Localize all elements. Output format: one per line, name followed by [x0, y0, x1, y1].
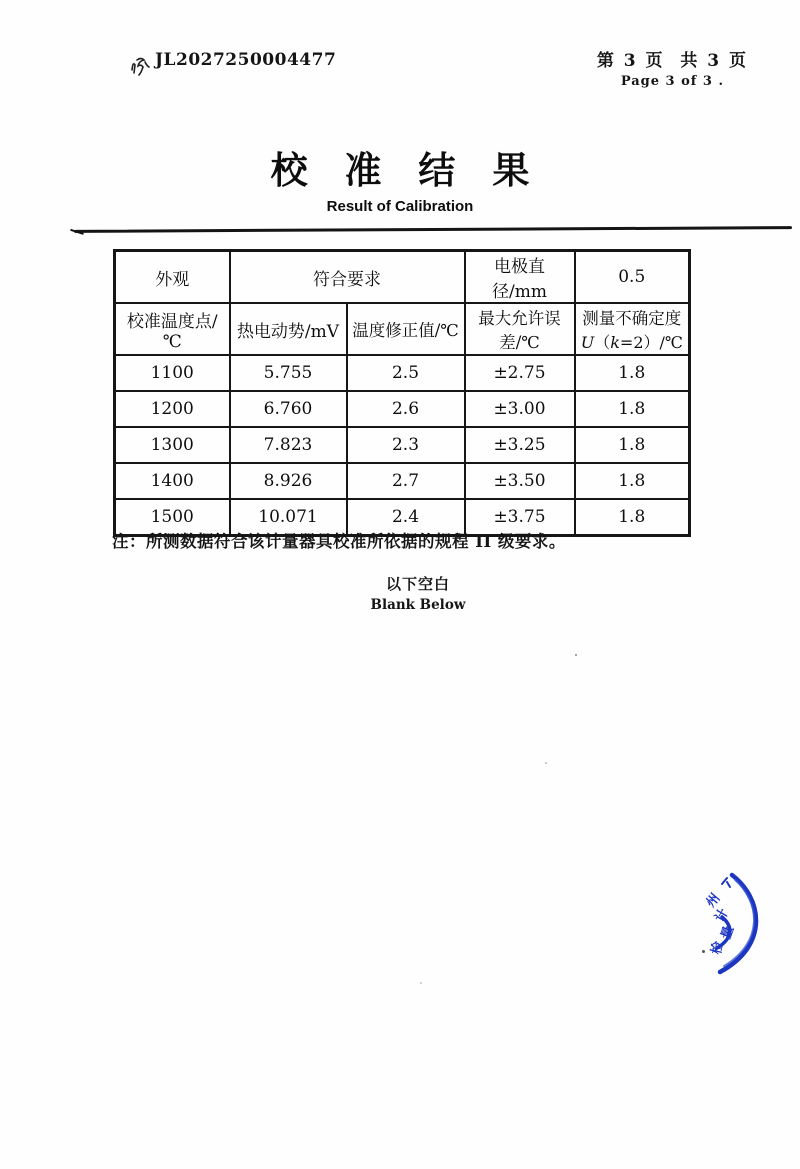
- blank-below-en: Blank Below: [370, 597, 466, 613]
- cell-mpe: ±3.00: [465, 391, 575, 427]
- cell-emf: 7.823: [230, 427, 347, 463]
- cell-correction: 2.3: [347, 427, 465, 463]
- cell-correction: 2.5: [347, 355, 465, 391]
- certificate-serial: [128, 50, 336, 78]
- title-divider: [74, 226, 792, 233]
- cell-mpe: ±3.25: [465, 427, 575, 463]
- cell-temp: 1200: [115, 391, 230, 427]
- table-header-row: [115, 303, 690, 355]
- page-info: [597, 46, 748, 89]
- scan-speck: [420, 982, 422, 984]
- cell-correction: 2.6: [347, 391, 465, 427]
- col-header-emf: 热电动势/mV: [230, 303, 347, 355]
- diameter-label: 电极直径/mm: [465, 251, 575, 304]
- calibration-table: [113, 249, 691, 537]
- cell-temp: 1500: [115, 499, 230, 535]
- cell-temp: 1400: [115, 463, 230, 499]
- cell-mpe: ±2.75: [465, 355, 575, 391]
- diameter-value: 0.5: [575, 251, 690, 304]
- handwritten-mark-icon: [128, 54, 154, 78]
- stamp-char: 计: [712, 906, 732, 925]
- cell-correction: 2.4: [347, 499, 465, 535]
- table-row-summary: [115, 251, 690, 304]
- col-header-mpe: 最大允许误差/℃: [465, 303, 575, 355]
- table-row: [115, 355, 690, 391]
- uncertainty-line1: 测量不确定度: [582, 309, 682, 328]
- cell-temp: 1100: [115, 355, 230, 391]
- cell-correction: 2.7: [347, 463, 465, 499]
- scan-speck: [702, 950, 705, 953]
- page-title: 校 准 结 果: [270, 149, 542, 192]
- stamp-char: 量: [718, 924, 738, 942]
- uncertainty-line2: [578, 330, 687, 353]
- blank-below-cn: 以下空白: [385, 575, 450, 593]
- col-header-uncertainty: [575, 303, 690, 355]
- cell-emf: 6.760: [230, 391, 347, 427]
- cell-emf: 5.755: [230, 355, 347, 391]
- uncertainty-rest: =2）/℃: [619, 333, 683, 352]
- col-header-correction: 温度修正值/℃: [347, 303, 465, 355]
- cell-uncertainty: 1.8: [575, 355, 690, 391]
- stamp-partial-stroke: [722, 878, 730, 887]
- scan-speck: [545, 762, 547, 764]
- table-row: [115, 391, 690, 427]
- note-text: 注：所测数据符合该计量器具校准所依据的规程 II 级要求。: [112, 532, 566, 551]
- cell-emf: 8.926: [230, 463, 347, 499]
- cell-mpe: ±3.75: [465, 499, 575, 535]
- page-subtitle: Result of Calibration: [326, 198, 474, 215]
- blank-below: [318, 573, 518, 613]
- stamp-char: 检: [709, 939, 727, 956]
- uncertainty-paren: （: [594, 333, 611, 352]
- page-info-en: Page 3 of 3 .: [620, 74, 725, 89]
- page-info-cn: 第 3 页 共 3 页: [596, 51, 748, 71]
- cell-uncertainty: 1.8: [575, 427, 690, 463]
- table-row: [115, 463, 690, 499]
- stamp-char: 州: [703, 890, 724, 911]
- cell-uncertainty: 1.8: [575, 499, 690, 535]
- uncertainty-k-symbol: k: [610, 333, 620, 352]
- uncertainty-u-symbol: U: [580, 333, 595, 352]
- scan-speck: [575, 654, 577, 656]
- col-header-temp: 校准温度点/℃: [115, 303, 230, 355]
- official-stamp-partial: [682, 850, 800, 1010]
- cell-uncertainty: 1.8: [575, 391, 690, 427]
- cell-uncertainty: 1.8: [575, 463, 690, 499]
- cell-mpe: ±3.50: [465, 463, 575, 499]
- serial-text: JL2027250004477: [155, 50, 337, 70]
- cell-temp: 1300: [115, 427, 230, 463]
- cell-emf: 10.071: [230, 499, 347, 535]
- appearance-label: 外观: [115, 251, 230, 304]
- table-row: [115, 427, 690, 463]
- appearance-value: 符合要求: [230, 251, 465, 304]
